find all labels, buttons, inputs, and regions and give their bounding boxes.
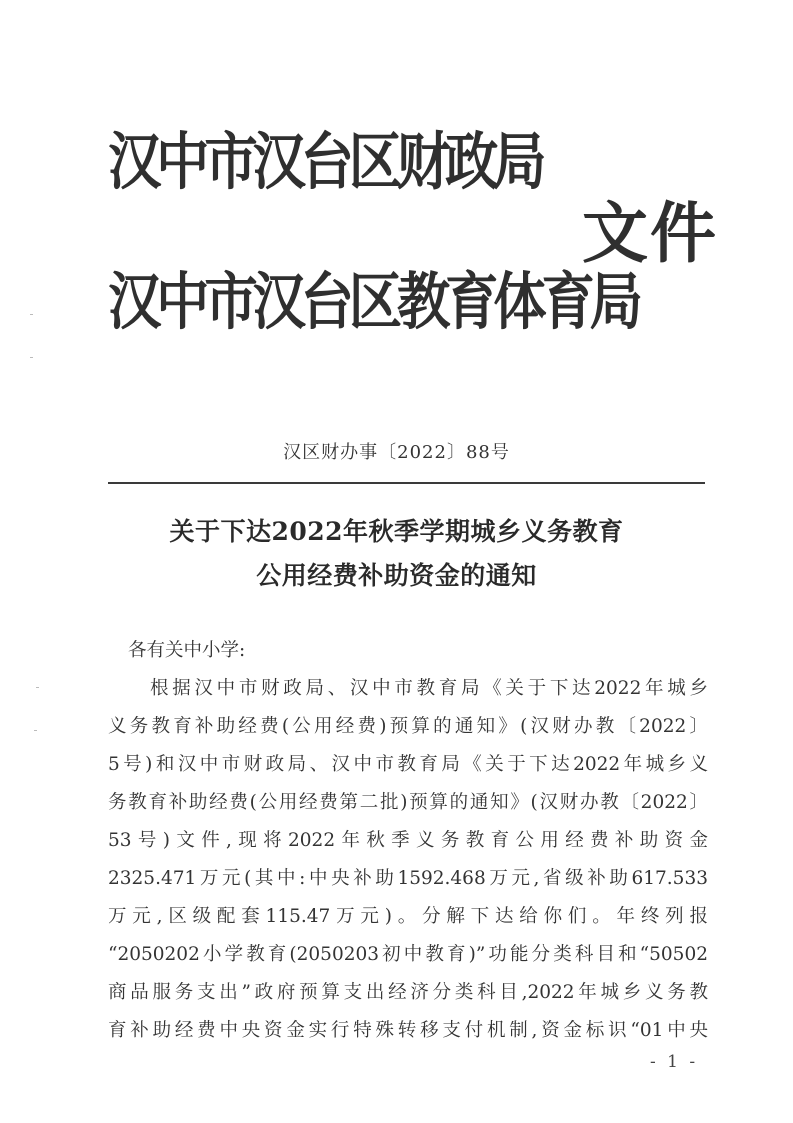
- issuer-education-bureau: 汉中市汉台区教育体育局: [108, 265, 638, 338]
- header-divider: [108, 482, 705, 484]
- scan-speck: [34, 730, 37, 731]
- scan-speck: [36, 687, 39, 688]
- document-header: [108, 112, 718, 352]
- body-line: “2050202小学教育(2050203初中教育)”功能分类科目和“50502: [108, 944, 708, 965]
- body-line: 育补助经费中央资金实行特殊转移支付机制,资金标识“01中央: [108, 1020, 708, 1041]
- title-line-1: 关于下达2022年秋季学期城乡义务教育: [169, 517, 624, 546]
- body-line: 商品服务支出”政府预算支出经济分类科目,2022年城乡义务教: [108, 982, 708, 1003]
- scan-speck: [30, 314, 33, 315]
- page-number: - 1 -: [650, 1052, 699, 1072]
- body-line: 5号)和汉中市财政局、汉中市教育局《关于下达2022年城乡义: [108, 754, 708, 775]
- scan-speck: [30, 357, 33, 358]
- body-line: 2325.471万元(其中:中央补助1592.468万元,省级补助617.533: [108, 868, 708, 889]
- title-line-2: 公用经费补助资金的通知: [256, 561, 537, 590]
- body-line: 53号)文件,现将2022年秋季义务教育公用经费补助资金: [108, 830, 708, 851]
- body-line: 根据汉中市财政局、汉中市教育局《关于下达2022年城乡: [150, 678, 708, 699]
- body-line: 义务教育补助经费(公用经费)预算的通知》(汉财办教〔2022〕: [108, 716, 708, 737]
- issuer-finance-bureau: 汉中市汉台区财政局: [108, 125, 542, 198]
- body-line: 务教育补助经费(公用经费第二批)预算的通知》(汉财办教〔2022〕: [108, 792, 708, 813]
- doc-type-label: 文件: [582, 195, 718, 272]
- body-line: 万元,区级配套115.47万元)。分解下达给你们。年终列报: [108, 906, 708, 927]
- salutation: 各有关中小学:: [128, 640, 246, 661]
- document-number: 汉区财办事〔2022〕88号: [283, 442, 510, 463]
